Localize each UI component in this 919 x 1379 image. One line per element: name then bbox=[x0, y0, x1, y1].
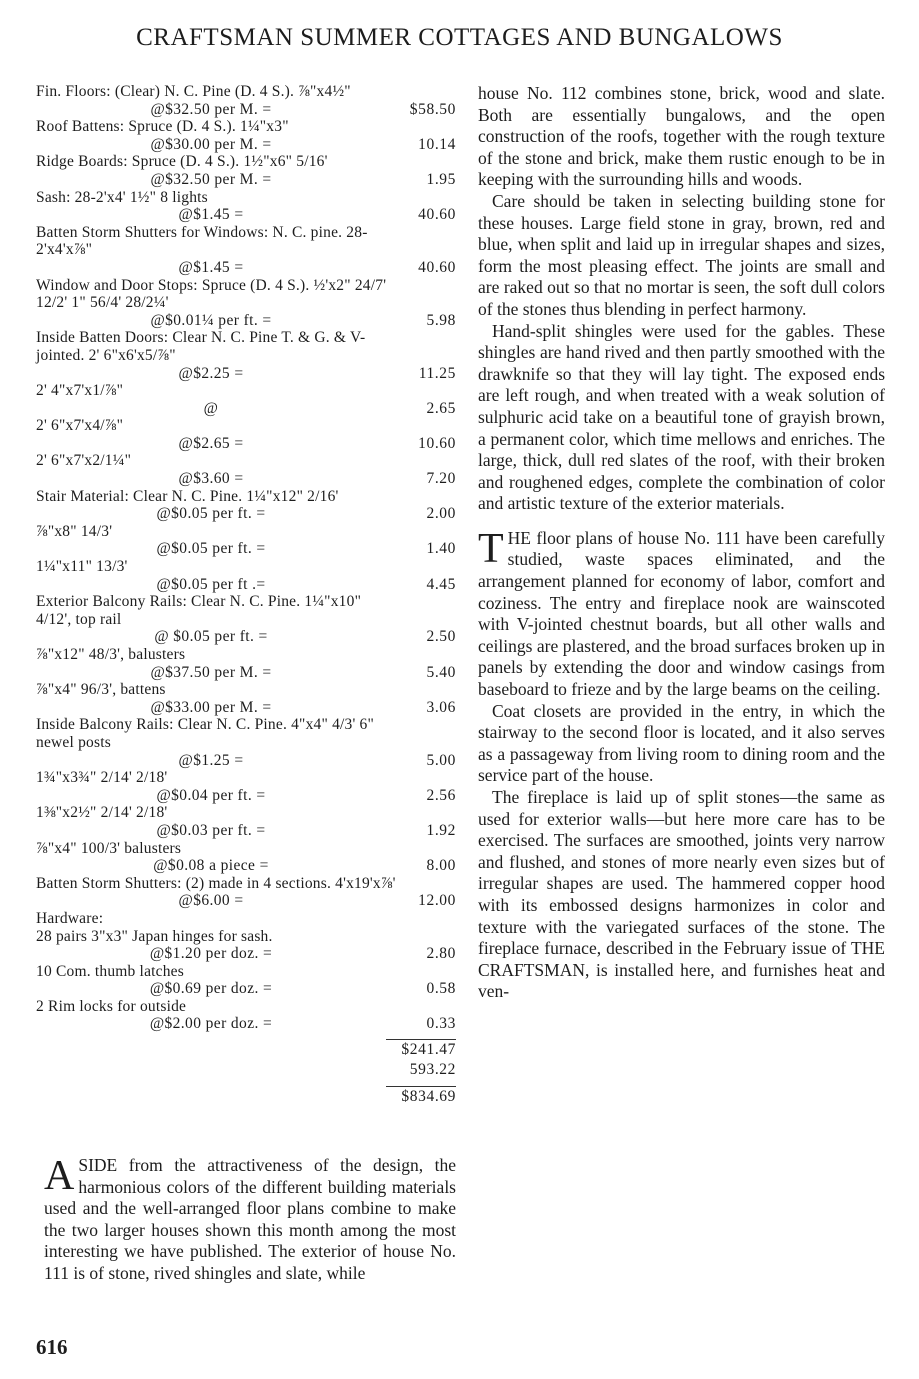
line-amount: 4.45 bbox=[426, 575, 456, 593]
line-amount: 2.00 bbox=[426, 505, 456, 523]
unit-price: @$2.00 per doz. = bbox=[149, 1015, 273, 1033]
price-line bbox=[36, 945, 456, 963]
item-description: ⅞"x4" 100/3' balusters bbox=[36, 839, 182, 857]
paragraph: Hand-split shingles were used for the gables. These shingles are hand rived and then partly smoothed with the drawknife so that they will lay tight. The exposed ends are left rough, and when treated with a weak solution of sulphuric acid take on a beautiful tone of grayish brown, a permanent color, which time mellows and enriches. The large, thick, dull red slates of the roof, with their broken and roughened edges, complete the combination of color and artistic texture of the exterior materials. bbox=[478, 320, 885, 514]
price-line bbox=[36, 664, 456, 682]
schedule-row bbox=[36, 488, 456, 523]
unit-price: @$33.00 per M. = bbox=[150, 698, 272, 716]
item-description: Exterior Balcony Rails: Clear N. C. Pine. 1¼"x10" 4/12', top rail bbox=[36, 593, 362, 628]
item-description: Roof Battens: Spruce (D. 4 S.). 1¼"x3" bbox=[36, 118, 289, 136]
line-amount: 8.00 bbox=[426, 857, 456, 875]
price-line bbox=[36, 259, 456, 277]
subtotal-amount: $241.47 bbox=[386, 1039, 456, 1060]
schedule-row bbox=[36, 83, 456, 118]
item-description: 2' 6"x7'x2/1¼" bbox=[36, 452, 132, 470]
aside-text: SIDE from the attractiveness of the design, the harmonious colors of the different building materials used and the well-arranged floor plans combine to make the two larger houses shown this month among the most interesting we have published. The exterior of house No. 111 is of stone, rived shingles and slate, while bbox=[44, 1155, 456, 1283]
schedule-row bbox=[36, 523, 456, 558]
price-line bbox=[36, 312, 456, 330]
schedule-row bbox=[36, 118, 456, 153]
item-description: Ridge Boards: Spruce (D. 4 S.). 1½"x6" 5/16' bbox=[36, 153, 328, 171]
price-line bbox=[36, 576, 456, 594]
schedule-row bbox=[36, 875, 456, 910]
price-line bbox=[36, 752, 456, 770]
price-line bbox=[36, 857, 456, 875]
item-description: 1¾"x3¾" 2/14' 2/18' bbox=[36, 769, 168, 787]
item-description: ⅞"x12" 48/3', balusters bbox=[36, 646, 186, 663]
unit-price: @ bbox=[203, 399, 219, 417]
schedule-row bbox=[36, 646, 456, 681]
schedule-row bbox=[36, 998, 456, 1033]
schedule-row bbox=[36, 382, 456, 417]
unit-price: @$2.65 = bbox=[178, 434, 244, 452]
unit-price: @$0.05 per ft. = bbox=[156, 505, 266, 523]
line-amount: 7.20 bbox=[426, 470, 456, 488]
item-description: ⅞"x4" 96/3', battens bbox=[36, 681, 166, 699]
schedule-row bbox=[36, 224, 456, 277]
line-amount: 11.25 bbox=[418, 364, 456, 382]
schedule-rows bbox=[36, 83, 456, 1033]
line-amount: 10.14 bbox=[418, 135, 456, 153]
paragraph: house No. 112 combines stone, brick, wood and slate. Both are essentially bungalows, and the open construction of the roofs, together with the rough texture of the stone and brick, make them rustic enough to be in keeping with the surrounding hills and woods. bbox=[478, 83, 885, 190]
paragraph-text: HE floor plans of house No. 111 have been carefully studied, waste spaces eliminated, and the arrangement planned for economy of labor, comfort and coziness. The entry and fireplace nook are wainscoted with V-jointed chestnut boards, but all other walls and ceilings are plastered, and the broad surfaces broken up in panels by extending the door and window casings from baseboard to frieze and by the large beams on the ceiling. bbox=[478, 527, 885, 700]
line-amount: 2.50 bbox=[426, 628, 456, 646]
page-title: CRAFTSMAN SUMMER COTTAGES AND BUNGALOWS bbox=[136, 24, 783, 51]
item-description: 2' 4"x7'x1/⅞" bbox=[36, 382, 124, 400]
line-amount: 40.60 bbox=[418, 258, 456, 276]
paragraph: Care should be taken in selecting building stone for these houses. Large field stone in gray, brown, red and blue, when split and laid up in irregular shapes and sizes, form the most pleasing effect. The joints are small and are raked out so that no mortar is seen, the soft dull colors of the stones thus blending in perfect harmony. bbox=[478, 190, 885, 319]
unit-price: @$0.05 per ft. = bbox=[156, 540, 266, 558]
line-amount: 5.98 bbox=[426, 311, 456, 329]
schedule-row bbox=[36, 928, 456, 963]
item-description: 2 Rim locks for outside bbox=[36, 997, 187, 1015]
unit-price: @$0.03 per ft. = bbox=[156, 821, 266, 839]
line-amount: $58.50 bbox=[409, 100, 456, 118]
paragraph bbox=[478, 525, 885, 701]
materials-schedule bbox=[36, 83, 456, 1107]
price-line bbox=[36, 540, 456, 558]
line-amount: 5.40 bbox=[426, 663, 456, 681]
unit-price: @ $0.05 per ft. = bbox=[154, 628, 268, 646]
item-description: Hardware: bbox=[36, 909, 104, 927]
schedule-row bbox=[36, 417, 456, 452]
item-description: 10 Com. thumb latches bbox=[36, 962, 184, 980]
aside-paragraph bbox=[44, 1155, 456, 1285]
carried-amount: 593.22 bbox=[409, 1061, 456, 1079]
article-column bbox=[478, 83, 885, 1003]
item-description: Fin. Floors: (Clear) N. C. Pine (D. 4 S.). ⅞"x4½" bbox=[36, 83, 351, 100]
line-amount: 0.33 bbox=[426, 1015, 456, 1033]
subtotal-line bbox=[36, 1033, 456, 1060]
unit-price: @$1.45 = bbox=[178, 258, 244, 276]
line-amount: 1.40 bbox=[426, 540, 456, 558]
unit-price: @$3.60 = bbox=[178, 470, 244, 488]
schedule-row bbox=[36, 840, 456, 875]
unit-price: @$32.50 per M. = bbox=[150, 100, 272, 118]
total-line bbox=[36, 1080, 456, 1107]
price-line bbox=[36, 206, 456, 224]
unit-price: @$37.50 per M. = bbox=[150, 663, 272, 681]
schedule-row bbox=[36, 593, 456, 646]
unit-price: @$2.25 = bbox=[178, 364, 244, 382]
line-amount: 3.06 bbox=[426, 698, 456, 716]
schedule-row bbox=[36, 681, 456, 716]
price-line bbox=[36, 470, 456, 488]
item-description: Stair Material: Clear N. C. Pine. 1¼"x12" 2/16' bbox=[36, 487, 339, 505]
line-amount: 12.00 bbox=[418, 892, 456, 910]
line-amount: 0.58 bbox=[426, 980, 456, 998]
schedule-row bbox=[36, 963, 456, 998]
price-line bbox=[36, 1015, 456, 1033]
price-line bbox=[36, 136, 456, 154]
item-description: Batten Storm Shutters: (2) made in 4 sections. 4'x19'x⅞' bbox=[36, 874, 396, 892]
schedule-row bbox=[36, 716, 456, 769]
line-amount: 2.65 bbox=[426, 399, 456, 417]
price-line bbox=[36, 365, 456, 383]
price-line bbox=[36, 101, 456, 119]
price-line bbox=[36, 171, 456, 189]
page-number: 616 bbox=[36, 1335, 68, 1359]
unit-price: @$1.25 = bbox=[178, 751, 244, 769]
line-amount: 40.60 bbox=[418, 206, 456, 224]
item-description: Batten Storm Shutters for Windows: N. C. pine. 28-2'x4'x⅞" bbox=[36, 223, 368, 259]
item-description: Inside Batten Doors: Clear N. C. Pine T. & G. & V-jointed. 2' 6"x6'x5/⅞" bbox=[36, 329, 366, 364]
line-amount: 2.80 bbox=[426, 945, 456, 963]
unit-price: @$0.05 per ft .= bbox=[156, 575, 266, 593]
drop-cap: A bbox=[44, 1153, 75, 1199]
item-description: Inside Balcony Rails: Clear N. C. Pine. 4"x4" 4/3' 6" newel posts bbox=[36, 716, 375, 751]
schedule-row bbox=[36, 153, 456, 188]
price-line bbox=[36, 400, 456, 418]
price-line bbox=[36, 435, 456, 453]
unit-price: @$6.00 = bbox=[178, 892, 244, 910]
item-description: 2' 6"x7'x4/⅞" bbox=[36, 417, 124, 435]
drop-cap: T bbox=[478, 525, 504, 572]
unit-price: @$0.69 per doz. = bbox=[149, 980, 273, 998]
grand-total: $834.69 bbox=[386, 1086, 456, 1107]
unit-price: @$0.01¼ per ft. = bbox=[150, 311, 272, 329]
price-line bbox=[36, 822, 456, 840]
item-description: ⅞"x8" 14/3' bbox=[36, 522, 113, 540]
paragraph: The fireplace is laid up of split stones—the same as used for exterior walls—but here more care has to be exercised. The surfaces are smoothed, joints very narrow and flushed, and stones of more nearly even sizes but of irregular shapes are used. The hammered copper hood with its embossed designs harmonizes in color and texture with the variegated surfaces of the stone. The fireplace furnace, described in the February issue of THE CRAFTSMAN, is installed here, and furnishes heat and ven- bbox=[478, 787, 885, 1002]
price-line bbox=[36, 787, 456, 805]
item-description: Sash: 28-2'x4' 1½" 8 lights bbox=[36, 188, 208, 206]
line-amount: 1.95 bbox=[426, 170, 456, 188]
item-description: 28 pairs 3"x3" Japan hinges for sash. bbox=[36, 927, 273, 945]
line-amount: 2.56 bbox=[426, 786, 456, 804]
price-line bbox=[36, 892, 456, 910]
line-amount: 1.92 bbox=[426, 821, 456, 839]
item-description: 1¼"x11" 13/3' bbox=[36, 558, 128, 576]
item-description: 1⅜"x2½" 2/14' 2/18' bbox=[36, 804, 168, 822]
line-amount: 10.60 bbox=[418, 434, 456, 452]
schedule-row bbox=[36, 910, 456, 928]
unit-price: @$30.00 per M. = bbox=[150, 135, 272, 153]
line-amount: 5.00 bbox=[426, 751, 456, 769]
schedule-row bbox=[36, 558, 456, 593]
unit-price: @$1.20 per doz. = bbox=[149, 945, 273, 963]
price-line bbox=[36, 699, 456, 717]
unit-price: @$1.45 = bbox=[178, 206, 244, 224]
paragraph: Coat closets are provided in the entry, in which the stairway to the second floor is located, and it also serves as a passageway from living room to dining room and the service part of the house. bbox=[478, 700, 885, 786]
item-description: Window and Door Stops: Spruce (D. 4 S.). ½'x2" 24/7' 12/2' 1" 56/4' 28/2¼' bbox=[36, 276, 387, 312]
schedule-row bbox=[36, 189, 456, 224]
price-line bbox=[36, 628, 456, 646]
price-line bbox=[36, 980, 456, 998]
price-line bbox=[36, 505, 456, 523]
schedule-row bbox=[36, 329, 456, 382]
unit-price: @$0.04 per ft. = bbox=[156, 786, 266, 804]
schedule-row bbox=[36, 277, 456, 330]
schedule-row bbox=[36, 769, 456, 804]
carried-line bbox=[36, 1060, 456, 1080]
unit-price: @$0.08 a piece = bbox=[153, 857, 269, 875]
unit-price: @$32.50 per M. = bbox=[150, 170, 272, 188]
schedule-row bbox=[36, 452, 456, 487]
schedule-row bbox=[36, 804, 456, 839]
